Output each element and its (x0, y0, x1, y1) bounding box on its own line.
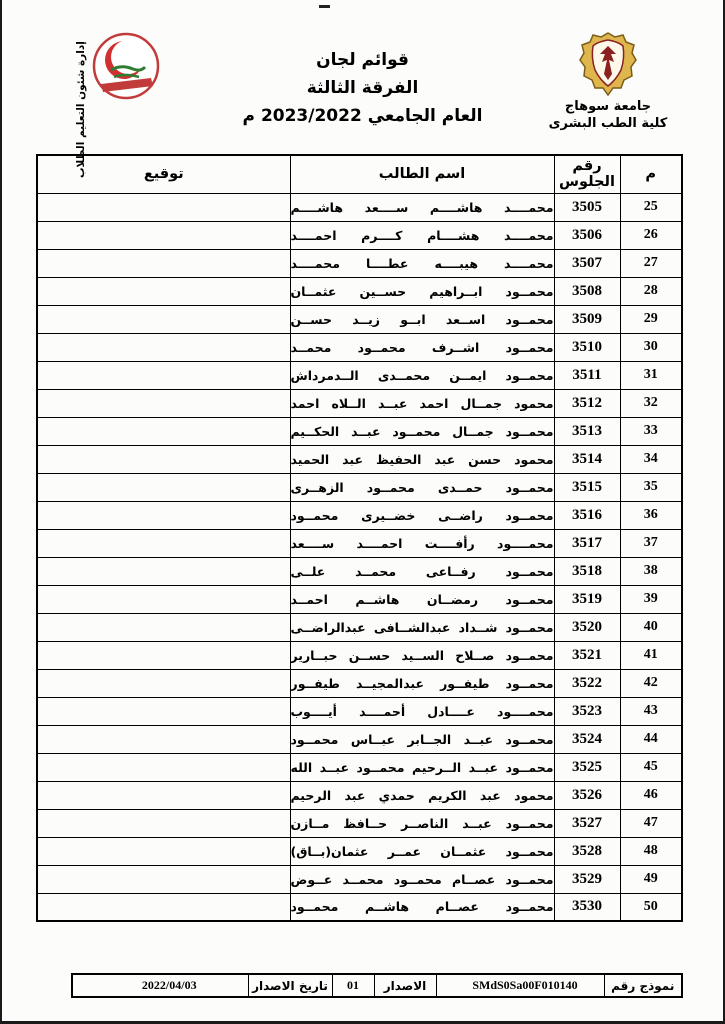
signature-cell (37, 865, 290, 893)
signature-cell (37, 305, 290, 333)
row-number-cell: 29 (620, 305, 682, 333)
student-name-cell: محمــود رمضــان هاشــم احمــد (290, 585, 554, 613)
table-row (37, 501, 682, 529)
table-row (37, 193, 682, 221)
signature-cell (37, 837, 290, 865)
issue-label: الاصدار (374, 974, 436, 997)
table-row (37, 333, 682, 361)
table-row (37, 473, 682, 501)
signature-cell (37, 725, 290, 753)
student-name-cell: محمــود ابــراهيم حســين عثمــان (290, 277, 554, 305)
seat-number-cell: 3505 (554, 193, 620, 221)
student-name-cell: محمــود حمــدى محمــود الزهــرى (290, 473, 554, 501)
row-number-cell: 36 (620, 501, 682, 529)
seat-number-cell: 3511 (554, 361, 620, 389)
seat-number-cell: 3512 (554, 389, 620, 417)
student-name-cell: محمــــود عــــادل أحمــــد أيــــوب (290, 697, 554, 725)
signature-cell (37, 389, 290, 417)
seat-number-cell: 3510 (554, 333, 620, 361)
row-number-cell: 43 (620, 697, 682, 725)
seat-number-cell: 3524 (554, 725, 620, 753)
student-name-cell: محمــود عصــام محمــود محمــد عــوض (290, 865, 554, 893)
student-name-cell: محمــود عصــام هاشــم محمــود (290, 893, 554, 921)
student-name-cell: محمــود ايمــن محمــدى الــدمرداش (290, 361, 554, 389)
row-number-cell: 41 (620, 641, 682, 669)
table-row (37, 529, 682, 557)
signature-cell (37, 641, 290, 669)
table-row (37, 893, 682, 921)
footer-row (72, 974, 682, 997)
table-row (37, 865, 682, 893)
signature-cell (37, 193, 290, 221)
seat-number-cell: 3508 (554, 277, 620, 305)
table-row (37, 361, 682, 389)
row-number-cell: 42 (620, 669, 682, 697)
row-number-cell: 32 (620, 389, 682, 417)
student-name-cell: محمــــد هيبــــه عطــــا محمــــد (290, 249, 554, 277)
seat-number-cell: 3517 (554, 529, 620, 557)
header-name: اسم الطالب (290, 155, 554, 193)
student-name-cell: محمــود راضــى خضــيرى محمــود (290, 501, 554, 529)
student-name-cell: محمــود عبــد الناصــر حــافظ مــازن (290, 809, 554, 837)
row-number-cell: 47 (620, 809, 682, 837)
signature-cell (37, 529, 290, 557)
row-number-cell: 35 (620, 473, 682, 501)
row-number-cell: 25 (620, 193, 682, 221)
table-row (37, 445, 682, 473)
student-name-cell: محمــود شــداد عبدالشــافى عبدالراضــى (290, 613, 554, 641)
student-table-body (37, 193, 682, 921)
seat-number-cell: 3525 (554, 753, 620, 781)
seat-number-cell: 3521 (554, 641, 620, 669)
row-number-cell: 31 (620, 361, 682, 389)
header-number: م (620, 155, 682, 193)
row-number-cell: 33 (620, 417, 682, 445)
table-row (37, 389, 682, 417)
student-name-cell: محمــود عبــد الــرحيم محمــود عبــد الله (290, 753, 554, 781)
row-number-cell: 44 (620, 725, 682, 753)
seat-number-cell: 3516 (554, 501, 620, 529)
table-row (37, 781, 682, 809)
table-row (37, 585, 682, 613)
student-affairs-label: إدارة شئون التعليم الطلاب (75, 41, 87, 178)
issue-date-value: 2022/04/03 (72, 974, 248, 997)
faculty-name: كلية الطب البشرى (548, 116, 668, 131)
table-row (37, 249, 682, 277)
table-row (37, 277, 682, 305)
row-number-cell: 48 (620, 837, 682, 865)
row-number-cell: 49 (620, 865, 682, 893)
student-name-cell: محمود حسن عبد الحفيظ عبد الحميد (290, 445, 554, 473)
students-table (36, 154, 683, 922)
table-row (37, 837, 682, 865)
seat-number-cell: 3509 (554, 305, 620, 333)
seat-number-cell: 3526 (554, 781, 620, 809)
student-name-cell: محمود جمــال احمد عبــد الــلاه احمد (290, 389, 554, 417)
header-seat: رقم الجلوس (554, 155, 620, 193)
row-number-cell: 45 (620, 753, 682, 781)
signature-cell (37, 221, 290, 249)
signature-cell (37, 249, 290, 277)
form-number-label: نموذج رقم (604, 974, 682, 997)
seat-number-cell: 3518 (554, 557, 620, 585)
page-title: قوائم لجان (316, 50, 409, 70)
signature-cell (37, 417, 290, 445)
issue-number: 01 (332, 974, 374, 997)
student-name-cell: محمــــد هشــــام كــــرم احمــــد (290, 221, 554, 249)
signature-cell (37, 333, 290, 361)
signature-cell (37, 277, 290, 305)
student-name-cell: محمــود صــلاح الســيد حســن حبــارير (290, 641, 554, 669)
student-affairs-logo-icon (90, 32, 162, 104)
table-row (37, 221, 682, 249)
table-header-row (37, 155, 682, 193)
seat-number-cell: 3527 (554, 809, 620, 837)
student-name-cell: محمــود اســعد ابــو زيــد حســن (290, 305, 554, 333)
seat-number-cell: 3514 (554, 445, 620, 473)
row-number-cell: 46 (620, 781, 682, 809)
seat-number-cell: 3520 (554, 613, 620, 641)
row-number-cell: 39 (620, 585, 682, 613)
signature-cell (37, 361, 290, 389)
seat-number-cell: 3523 (554, 697, 620, 725)
table-row (37, 557, 682, 585)
signature-cell (37, 445, 290, 473)
student-name-cell: محمــود عثمــان عمــر عثمان(بــاق) (290, 837, 554, 865)
signature-cell (37, 697, 290, 725)
seat-number-cell: 3507 (554, 249, 620, 277)
student-name-cell: محمــود عبــد الجــابر عبــاس محمــود (290, 725, 554, 753)
row-number-cell: 50 (620, 893, 682, 921)
title-block (243, 46, 483, 130)
seat-number-cell: 3519 (554, 585, 620, 613)
student-name-cell: محمــود طيفــور عبدالمجيــد طيفــور (290, 669, 554, 697)
row-number-cell: 26 (620, 221, 682, 249)
table-row (37, 809, 682, 837)
row-number-cell: 40 (620, 613, 682, 641)
table-row (37, 725, 682, 753)
seat-number-cell: 3529 (554, 865, 620, 893)
seat-number-cell: 3528 (554, 837, 620, 865)
student-name-cell: محمــــود رأفــــت احمــــد ســــعد (290, 529, 554, 557)
row-number-cell: 30 (620, 333, 682, 361)
signature-cell (37, 501, 290, 529)
row-number-cell: 37 (620, 529, 682, 557)
form-number-value: SMdS0Sa00F010140 (436, 974, 604, 997)
table-row (37, 697, 682, 725)
table-row (37, 669, 682, 697)
signature-cell (37, 557, 290, 585)
signature-cell (37, 893, 290, 921)
student-name-cell: محمــــد هاشــــم ســــعد هاشــــم (290, 193, 554, 221)
row-number-cell: 38 (620, 557, 682, 585)
issue-date-label: تاريخ الاصدار (248, 974, 332, 997)
footer-strip (71, 973, 683, 998)
seat-number-cell: 3530 (554, 893, 620, 921)
signature-cell (37, 669, 290, 697)
table-row (37, 305, 682, 333)
signature-cell (37, 781, 290, 809)
table-row (37, 613, 682, 641)
student-name-cell: محمود عبد الكريم حمدي عبد الرحيم (290, 781, 554, 809)
university-logo-icon (579, 32, 637, 96)
signature-cell (37, 473, 290, 501)
signature-cell (37, 613, 290, 641)
seat-number-cell: 3522 (554, 669, 620, 697)
student-name-cell: محمــود جمــال محمــود عبــد الحكــيم (290, 417, 554, 445)
signature-cell (37, 753, 290, 781)
student-name-cell: محمــود اشــرف محمــود محمــد (290, 333, 554, 361)
seat-number-cell: 3506 (554, 221, 620, 249)
seat-number-cell: 3515 (554, 473, 620, 501)
signature-cell (37, 585, 290, 613)
university-name: جامعة سوهاج (564, 99, 652, 114)
academic-year: العام الجامعي 2023/2022 م (242, 106, 483, 126)
row-number-cell: 28 (620, 277, 682, 305)
table-row (37, 641, 682, 669)
crop-mark (319, 5, 330, 8)
student-name-cell: محمــود رفــاعى محمــد علــى (290, 557, 554, 585)
signature-cell (37, 809, 290, 837)
seat-number-cell: 3513 (554, 417, 620, 445)
grade-title: الفرقة الثالثة (306, 78, 419, 98)
header-signature: توقيع (37, 155, 290, 193)
table-row (37, 417, 682, 445)
row-number-cell: 27 (620, 249, 682, 277)
table-row (37, 753, 682, 781)
row-number-cell: 34 (620, 445, 682, 473)
university-block (538, 32, 678, 132)
